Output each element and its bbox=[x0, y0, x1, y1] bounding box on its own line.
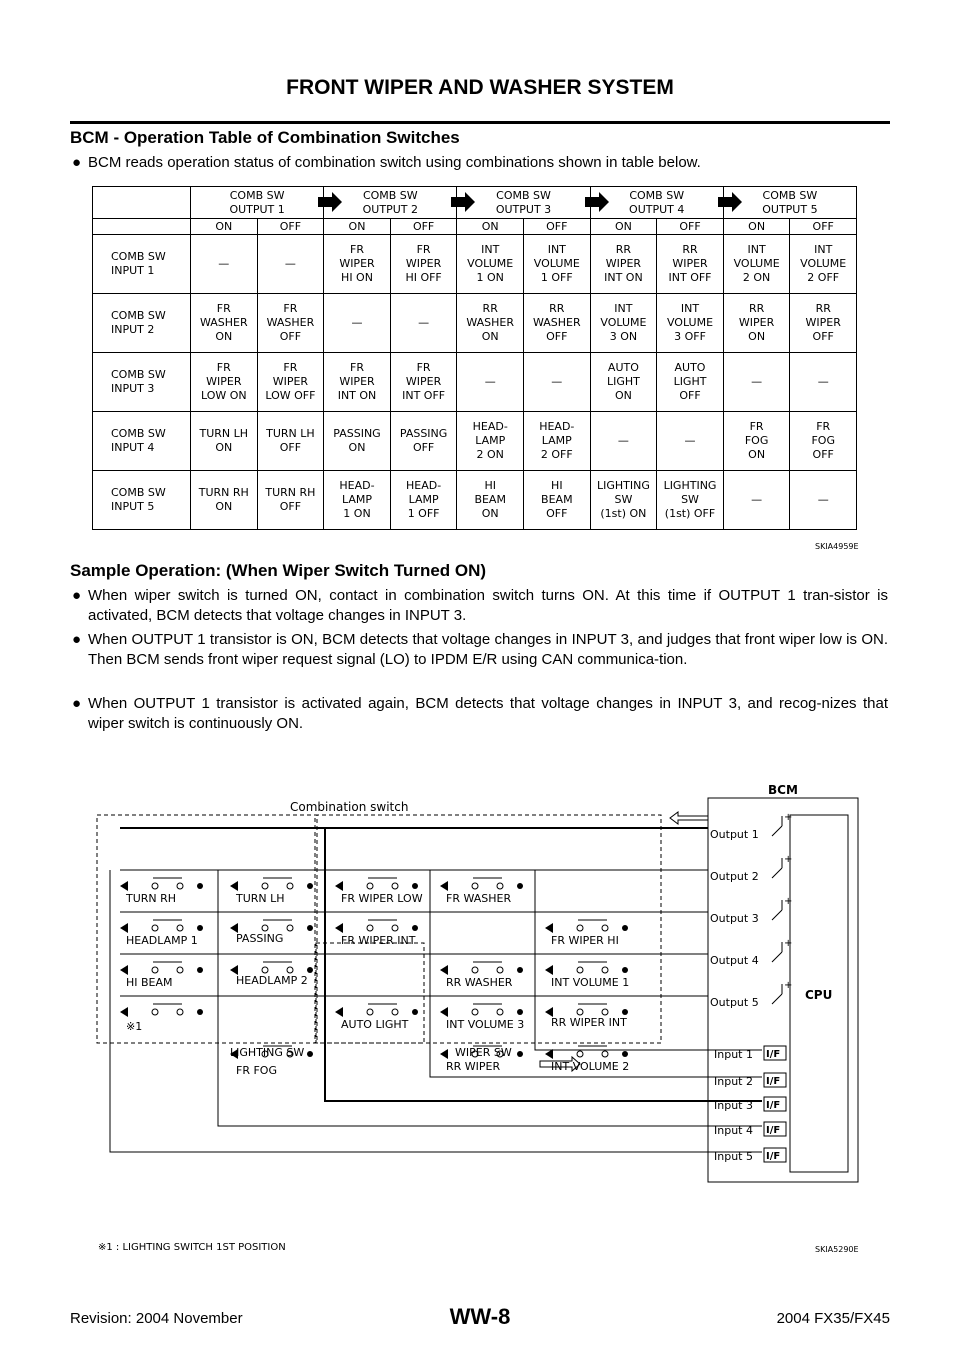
switch-contact bbox=[545, 962, 629, 989]
diode-icon bbox=[120, 965, 128, 975]
table-cell: — bbox=[657, 412, 724, 471]
footer-page-number: WW-8 bbox=[449, 1304, 511, 1329]
switch-label: FR WIPER INT bbox=[341, 934, 416, 947]
plus-icon: + bbox=[784, 980, 793, 991]
switch-contact bbox=[120, 920, 203, 947]
table-cell: TURN LH ON bbox=[191, 412, 258, 471]
diode-icon bbox=[335, 923, 343, 933]
switch-label: PASSING bbox=[236, 932, 284, 945]
switch-label: INT VOLUME 1 bbox=[551, 976, 630, 989]
switch-label: TURN RH bbox=[126, 892, 177, 905]
plus-icon: + bbox=[784, 896, 793, 907]
table-cell: — bbox=[257, 235, 324, 294]
table-cell: RR WASHER OFF bbox=[524, 294, 591, 353]
output-buses bbox=[120, 828, 708, 996]
bullet-icon: ● bbox=[72, 631, 82, 648]
transistor-icon bbox=[772, 858, 782, 878]
switch-label: FR FOG bbox=[236, 1064, 277, 1077]
transistor-icon bbox=[772, 942, 782, 962]
diode-icon bbox=[120, 923, 128, 933]
header-output-label: COMB SW OUTPUT 5 bbox=[762, 188, 818, 216]
bullet-icon: ● bbox=[72, 695, 82, 712]
diode-icon bbox=[440, 881, 448, 891]
switch-contact bbox=[230, 920, 313, 945]
table-cell: RR WIPER OFF bbox=[790, 294, 857, 353]
switch-contact bbox=[335, 920, 418, 947]
plus-icon: + bbox=[784, 938, 793, 949]
row-header-input: COMB SW INPUT 2 bbox=[93, 294, 191, 353]
switch-contact bbox=[120, 878, 203, 905]
table-row bbox=[93, 294, 857, 353]
transistor-icon bbox=[772, 900, 782, 920]
table-cell: HEAD- LAMP 2 ON bbox=[457, 412, 524, 471]
table-cell: FR WIPER INT ON bbox=[324, 353, 391, 412]
table-cell: AUTO LIGHT OFF bbox=[657, 353, 724, 412]
table-cell: RR WIPER INT OFF bbox=[657, 235, 724, 294]
state-cell: OFF bbox=[257, 219, 324, 235]
state-cell: OFF bbox=[524, 219, 591, 235]
switch-label: FR WIPER HI bbox=[551, 934, 619, 947]
table-row bbox=[93, 235, 857, 294]
header-output-label: COMB SW OUTPUT 2 bbox=[362, 188, 418, 216]
switch-label: HEADLAMP 1 bbox=[126, 934, 198, 947]
plus-icon: + bbox=[784, 854, 793, 865]
if-label: I/F bbox=[766, 1151, 781, 1162]
if-label: I/F bbox=[766, 1049, 781, 1060]
table-cell: AUTO LIGHT ON bbox=[590, 353, 657, 412]
table-cell: TURN RH ON bbox=[191, 471, 258, 530]
if-label: I/F bbox=[766, 1076, 781, 1087]
table-cell: RR WIPER INT ON bbox=[590, 235, 657, 294]
section-heading-sample-operation: Sample Operation: (When Wiper Switch Turned ON) bbox=[70, 561, 487, 580]
table-cell: INT VOLUME 3 ON bbox=[590, 294, 657, 353]
table-cell: HEAD- LAMP 1 OFF bbox=[390, 471, 457, 530]
figure-code: SKIA5290E bbox=[815, 1245, 859, 1254]
switch-label: AUTO LIGHT bbox=[341, 1018, 409, 1031]
diode-icon bbox=[335, 881, 343, 891]
table-cell: FR WIPER LOW OFF bbox=[257, 353, 324, 412]
table-cell: RR WIPER ON bbox=[723, 294, 790, 353]
table-cell: PASSING OFF bbox=[390, 412, 457, 471]
switch-label: TURN LH bbox=[236, 892, 285, 905]
arrow-left-icon bbox=[670, 812, 708, 824]
switch-contact bbox=[335, 1004, 418, 1031]
bullet-text: When OUTPUT 1 transistor is ON, BCM detects that voltage changes in INPUT 3, and judges that front wiper low is ON. Then BCM sends front wiper request signal (LO) to IPDM E/R using CAN communica-tion. bbox=[88, 631, 888, 668]
state-cell: OFF bbox=[790, 219, 857, 235]
section-heading-operation-table: BCM - Operation Table of Combination Switches bbox=[70, 128, 460, 147]
state-cell: ON bbox=[590, 219, 657, 235]
table-cell: HI BEAM ON bbox=[457, 471, 524, 530]
page-title: FRONT WIPER AND WASHER SYSTEM bbox=[286, 76, 674, 99]
footer-revision: Revision: 2004 November bbox=[70, 1310, 243, 1327]
header-output-label: COMB SW OUTPUT 4 bbox=[629, 188, 685, 216]
switch-label: FR WIPER LOW bbox=[341, 892, 423, 905]
table-cell: TURN RH OFF bbox=[257, 471, 324, 530]
table-cell: INT VOLUME 1 OFF bbox=[524, 235, 591, 294]
diode-icon bbox=[545, 923, 553, 933]
bullet-text: When OUTPUT 1 transistor is activated again, BCM detects that voltage changes in INPUT 3, and recog-nizes that wiper switch is continuously ON. bbox=[88, 695, 888, 732]
input-label: Input 5 bbox=[714, 1150, 753, 1163]
diode-icon bbox=[440, 1049, 448, 1059]
switch-contact bbox=[440, 962, 523, 989]
if-label: I/F bbox=[766, 1125, 781, 1136]
input-label: Input 4 bbox=[714, 1124, 753, 1137]
input-label: Input 1 bbox=[714, 1048, 753, 1061]
output-label: Output 1 bbox=[710, 828, 759, 841]
if-label: I/F bbox=[766, 1100, 781, 1111]
diode-icon bbox=[440, 1007, 448, 1017]
cpu-label: CPU bbox=[805, 988, 833, 1002]
combination-switch-label: Combination switch bbox=[290, 800, 409, 814]
diagram-note: ※1 : LIGHTING SWITCH 1ST POSITION bbox=[98, 1242, 286, 1253]
table-cell: — bbox=[524, 353, 591, 412]
arrow-icon bbox=[318, 192, 742, 212]
table-cell: INT VOLUME 2 ON bbox=[723, 235, 790, 294]
row-header-input: COMB SW INPUT 3 bbox=[93, 353, 191, 412]
switch-contact bbox=[545, 920, 628, 947]
wiper-sw-label: WIPER SW bbox=[455, 1046, 512, 1059]
bullet-text: BCM reads operation status of combination switch using combinations shown in table below. bbox=[88, 154, 701, 171]
table-cell: FR WIPER HI OFF bbox=[390, 235, 457, 294]
state-cell: ON bbox=[457, 219, 524, 235]
table-cell: — bbox=[191, 235, 258, 294]
input-label: Input 3 bbox=[714, 1099, 753, 1112]
table-row bbox=[93, 471, 857, 530]
switch-contact bbox=[440, 1004, 524, 1031]
bullet-item bbox=[72, 694, 888, 734]
table-cell: HEAD- LAMP 1 ON bbox=[324, 471, 391, 530]
table-cell: INT VOLUME 3 OFF bbox=[657, 294, 724, 353]
table-cell: HI BEAM OFF bbox=[524, 471, 591, 530]
header-arrows bbox=[0, 0, 960, 240]
bullet-item bbox=[72, 630, 888, 670]
table-cell: FR WIPER LOW ON bbox=[191, 353, 258, 412]
diode-icon bbox=[120, 881, 128, 891]
diode-icon bbox=[230, 881, 238, 891]
table-cell: — bbox=[457, 353, 524, 412]
output-label: Output 2 bbox=[710, 870, 759, 883]
table-cell: FR FOG ON bbox=[723, 412, 790, 471]
switch-contact bbox=[230, 962, 313, 987]
row-header-input: COMB SW INPUT 4 bbox=[93, 412, 191, 471]
input-lines bbox=[110, 828, 762, 1152]
bullet-text: When wiper switch is turned ON, contact in combination switch turns ON. At this time if OUTPUT 1 tran-sistor is activated, BCM detects that voltage changes in INPUT 3. bbox=[88, 587, 888, 624]
bullet-icon: ● bbox=[72, 587, 82, 604]
switch-label: RR WIPER bbox=[446, 1060, 501, 1073]
table-cell: FR WASHER ON bbox=[191, 294, 258, 353]
table-cell: RR WASHER ON bbox=[457, 294, 524, 353]
output-label: Output 4 bbox=[710, 954, 759, 967]
state-cell: ON bbox=[324, 219, 391, 235]
switch-label: ※1 bbox=[126, 1020, 143, 1033]
switch-contact bbox=[230, 878, 313, 905]
output-label: Output 5 bbox=[710, 996, 759, 1009]
switch-contact bbox=[440, 878, 523, 905]
table-cell: TURN LH OFF bbox=[257, 412, 324, 471]
switch-label: INT VOLUME 3 bbox=[446, 1018, 525, 1031]
table-cell: — bbox=[790, 353, 857, 412]
lighting-sw-dashed-box bbox=[97, 815, 317, 1043]
table-cell: — bbox=[723, 471, 790, 530]
header-output-label: COMB SW OUTPUT 1 bbox=[229, 188, 285, 216]
input-label: Input 2 bbox=[714, 1075, 753, 1088]
state-cell: ON bbox=[723, 219, 790, 235]
table-cell: — bbox=[723, 353, 790, 412]
switch-contact bbox=[120, 962, 203, 989]
switch-contact bbox=[120, 1004, 203, 1033]
state-cell: ON bbox=[191, 219, 258, 235]
row-header-input: COMB SW INPUT 5 bbox=[93, 471, 191, 530]
table-cell: INT VOLUME 1 ON bbox=[457, 235, 524, 294]
row-header-input: COMB SW INPUT 1 bbox=[93, 235, 191, 294]
table-cell: FR WASHER OFF bbox=[257, 294, 324, 353]
circuit-diagram bbox=[0, 770, 960, 1270]
diode-icon bbox=[545, 965, 553, 975]
table-row bbox=[93, 412, 857, 471]
table-row bbox=[93, 353, 857, 412]
switch-label: RR WIPER INT bbox=[551, 1016, 627, 1029]
footer-model: 2004 FX35/FX45 bbox=[776, 1310, 890, 1327]
table-cell: LIGHTING SW (1st) OFF bbox=[657, 471, 724, 530]
diode-icon bbox=[440, 965, 448, 975]
diode-icon bbox=[335, 1007, 343, 1017]
table-cell: LIGHTING SW (1st) ON bbox=[590, 471, 657, 530]
state-cell: OFF bbox=[657, 219, 724, 235]
header-output-label: COMB SW OUTPUT 3 bbox=[495, 188, 552, 216]
table-cell: FR FOG OFF bbox=[790, 412, 857, 471]
switch-label: HEADLAMP 2 bbox=[236, 974, 308, 987]
switch-label: RR WASHER bbox=[446, 976, 513, 989]
switch-contact bbox=[335, 878, 423, 905]
bcm-label: BCM bbox=[768, 783, 798, 797]
switch-label: INT VOLUME 2 bbox=[551, 1060, 630, 1073]
switch-contact bbox=[545, 1004, 628, 1029]
bullet-icon: ● bbox=[72, 154, 82, 171]
plus-icon: + bbox=[784, 812, 793, 823]
transistor-icon bbox=[772, 816, 782, 836]
table-cell: — bbox=[590, 412, 657, 471]
bullet-item bbox=[72, 586, 888, 626]
table-cell: PASSING ON bbox=[324, 412, 391, 471]
figure-code: SKIA4959E bbox=[815, 542, 859, 551]
switch-label: HI BEAM bbox=[126, 976, 173, 989]
table-cell: FR WIPER INT OFF bbox=[390, 353, 457, 412]
table-cell: — bbox=[324, 294, 391, 353]
output-label: Output 3 bbox=[710, 912, 759, 925]
table-cell: FR WIPER HI ON bbox=[324, 235, 391, 294]
diode-icon bbox=[120, 1007, 128, 1017]
table-cell: — bbox=[790, 471, 857, 530]
table-cell: HEAD- LAMP 2 OFF bbox=[524, 412, 591, 471]
state-cell: OFF bbox=[390, 219, 457, 235]
transistor-icon bbox=[772, 984, 782, 1004]
switch-label: FR WASHER bbox=[446, 892, 512, 905]
table-cell: — bbox=[390, 294, 457, 353]
table-cell: INT VOLUME 2 OFF bbox=[790, 235, 857, 294]
lighting-sw-label: LIGHTING SW bbox=[230, 1046, 305, 1059]
